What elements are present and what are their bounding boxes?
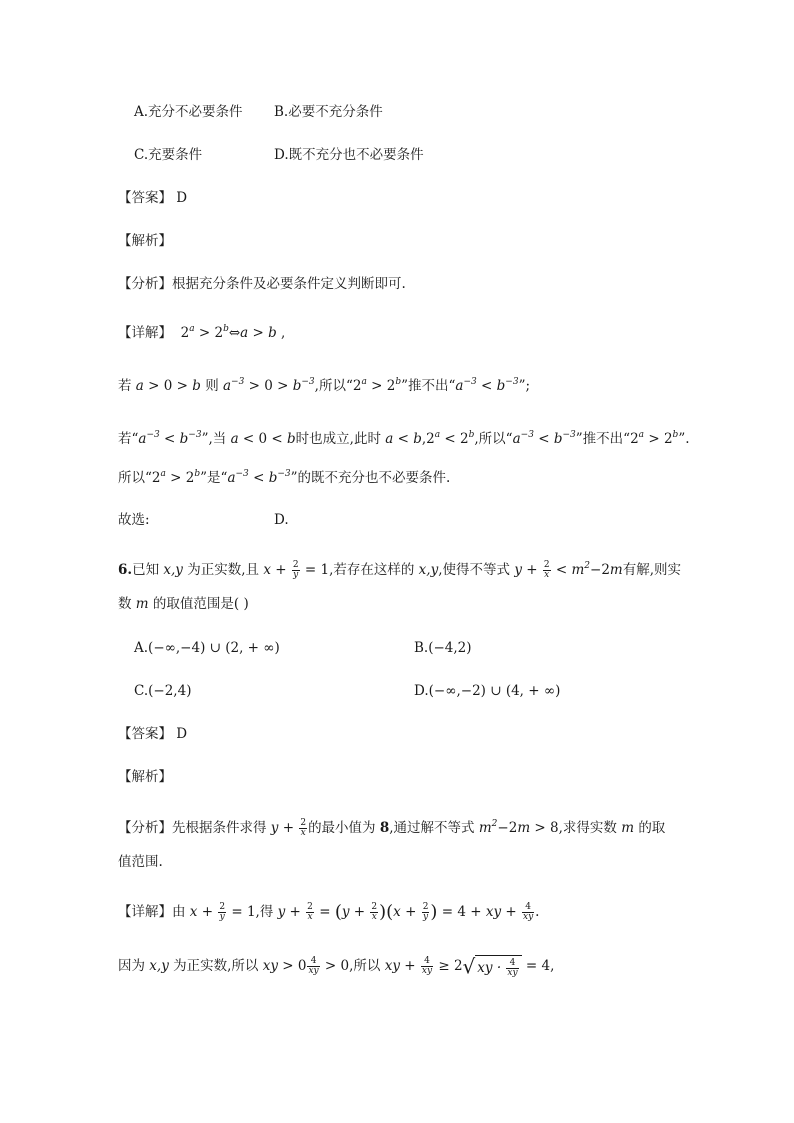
math: a > 0 > b bbox=[135, 378, 201, 394]
q5-option-a: A.充分不必要条件 bbox=[134, 104, 243, 120]
math: xy > 0 $\frac{4}{xy}$ > 0 bbox=[262, 956, 350, 976]
math: $a^{-3} < b^{-3}$ bbox=[455, 377, 519, 394]
q5-ruo-line-1 bbox=[118, 376, 530, 396]
text: 若“ bbox=[118, 431, 139, 447]
q6-option-a bbox=[134, 638, 280, 658]
q6-option-b bbox=[414, 638, 472, 658]
math: $2^a > 2^b$ bbox=[630, 430, 679, 447]
math: (−∞,−4) ∪ (2, + ∞) bbox=[148, 640, 280, 656]
text: 为正实数,且 bbox=[187, 562, 260, 578]
q5-option-d: D.既不充分也不必要条件 bbox=[274, 147, 424, 163]
math: x + $\frac{2}{y}$ = 1 bbox=[189, 902, 256, 922]
q6-xiangjie-line bbox=[118, 902, 539, 922]
q6-option-c bbox=[134, 681, 191, 701]
xiangjie-label: 【详解】 bbox=[118, 325, 172, 341]
text: ,通过解不等式 bbox=[389, 820, 475, 836]
q5-guxuan-answer: D. bbox=[274, 512, 289, 528]
text: 则 bbox=[205, 378, 219, 394]
text: 因为 bbox=[118, 958, 145, 974]
text: ”的既不充分也不必要条件. bbox=[290, 470, 451, 486]
text: 的最小值为 bbox=[308, 820, 376, 836]
math: x,y bbox=[418, 562, 439, 578]
text: ,使得不等式 bbox=[438, 562, 511, 578]
text: 为正实数,所以 bbox=[173, 958, 259, 974]
text: . bbox=[535, 904, 540, 920]
math: y + $\frac{2}{x}$ bbox=[270, 818, 307, 838]
option-label: A. bbox=[134, 640, 149, 656]
q6-stem-line-1 bbox=[118, 560, 681, 580]
math: $a^{-3} < b^{-3}$ bbox=[512, 430, 576, 447]
answer-label: 【答案】 bbox=[118, 190, 172, 206]
text: ,得 bbox=[255, 904, 274, 920]
text: 有解,则实 bbox=[622, 562, 682, 578]
q6-option-d bbox=[414, 681, 560, 701]
math: $a^{-3} < b^{-3}$ bbox=[227, 469, 291, 486]
text: ”推不出“ bbox=[575, 431, 631, 447]
text: 的取值范围是( ) bbox=[152, 596, 249, 612]
option-label: D. bbox=[414, 683, 429, 699]
math: x + $\frac{2}{y}$ = 1 bbox=[263, 560, 330, 580]
q5-fenxi-line bbox=[118, 274, 406, 294]
q6-fenxi-line-2: 值范围. bbox=[118, 854, 163, 870]
q6-fenxi-line-1 bbox=[118, 818, 665, 838]
xiangjie-label: 【详解】 bbox=[118, 904, 172, 920]
text: 由 bbox=[172, 904, 186, 920]
answer-label: 【答案】 bbox=[118, 726, 172, 742]
math: $m^2-2m > 8$ bbox=[478, 819, 559, 836]
min-value: 8 bbox=[379, 820, 390, 836]
math: (−4,2) bbox=[428, 640, 472, 656]
q5-xiangjie-line bbox=[118, 323, 285, 343]
fenxi-text: 根据充分条件及必要条件定义判断即可. bbox=[172, 276, 406, 292]
text: ,所以“ bbox=[314, 378, 353, 394]
q6-answer-line bbox=[118, 724, 187, 744]
q5-option-c: C.充要条件 bbox=[134, 147, 203, 163]
text: ”是“ bbox=[200, 470, 228, 486]
math: $a^{-3} < b^{-3}$ bbox=[138, 430, 202, 447]
text: ,若存在这样的 bbox=[329, 562, 415, 578]
text: 数 bbox=[118, 596, 132, 612]
text: ”,当 bbox=[201, 431, 227, 447]
q6-analysis-label: 【解析】 bbox=[118, 769, 172, 785]
text: 若 bbox=[118, 378, 132, 394]
q5-guxuan-label: 故选: bbox=[118, 512, 150, 528]
math: (−∞,−2) ∪ (4, + ∞) bbox=[428, 683, 561, 699]
question-number: 6. bbox=[118, 562, 133, 578]
math: y + $\frac{2}{x}$ < $m^2-2m$ bbox=[514, 560, 623, 580]
q6-yinwei-line bbox=[118, 955, 554, 978]
math: xy + $\frac{4}{xy}$ ≥ 2√ xy · $\frac{4}{xy}$ = 4, bbox=[384, 954, 555, 979]
text: ”; bbox=[518, 378, 531, 394]
answer-value: D bbox=[176, 726, 188, 742]
math: a < 0 < b bbox=[230, 431, 296, 447]
text: 的取 bbox=[638, 820, 666, 836]
q5-option-b: B.必要不充分条件 bbox=[274, 104, 383, 120]
math: m bbox=[621, 820, 635, 836]
text: 时也成立,此时 bbox=[295, 431, 381, 447]
math: (−2,4) bbox=[148, 683, 192, 699]
math: $a^{-3} > 0 > b^{-3}$ bbox=[222, 377, 315, 394]
answer-value: D bbox=[176, 190, 188, 206]
q5-answer-line bbox=[118, 188, 187, 208]
q5-analysis-label: 【解析】 bbox=[118, 233, 172, 249]
math: m bbox=[135, 596, 149, 612]
math: $2^a > 2^b$ bbox=[352, 377, 402, 394]
text: ,所以 bbox=[349, 958, 381, 974]
math: $a < b,2^a < 2^b$ bbox=[385, 430, 475, 447]
text: ,所以“ bbox=[474, 431, 513, 447]
option-label: C. bbox=[134, 683, 149, 699]
text: ”. bbox=[678, 431, 690, 447]
text: 已知 bbox=[132, 562, 160, 578]
q5-suoyi-line bbox=[118, 468, 450, 488]
text: 先根据条件求得 bbox=[172, 820, 267, 836]
q5-ruo-line-2 bbox=[118, 429, 690, 449]
q6-stem-line-2 bbox=[118, 594, 249, 614]
fenxi-label: 【分析】 bbox=[118, 276, 172, 292]
fenxi-label: 【分析】 bbox=[118, 820, 172, 836]
text: 所以“ bbox=[118, 470, 152, 486]
text: ”推不出“ bbox=[401, 378, 456, 394]
math: $2^a > 2^b$ bbox=[151, 469, 201, 486]
math-expression: $2^a$ > $2^b\Leftrightarrow a > b$ , bbox=[180, 324, 286, 341]
math: x,y bbox=[149, 958, 169, 974]
text: ,求得实数 bbox=[558, 820, 617, 836]
math: x,y bbox=[163, 562, 183, 578]
math: y + $\frac{2}{x}$ = (y + $\frac{2}{x}$ )(x + $\frac{2}{y}$ ) = 4 + xy + $\frac{4}{xy}$ bbox=[277, 901, 534, 923]
option-label: B. bbox=[414, 640, 429, 656]
